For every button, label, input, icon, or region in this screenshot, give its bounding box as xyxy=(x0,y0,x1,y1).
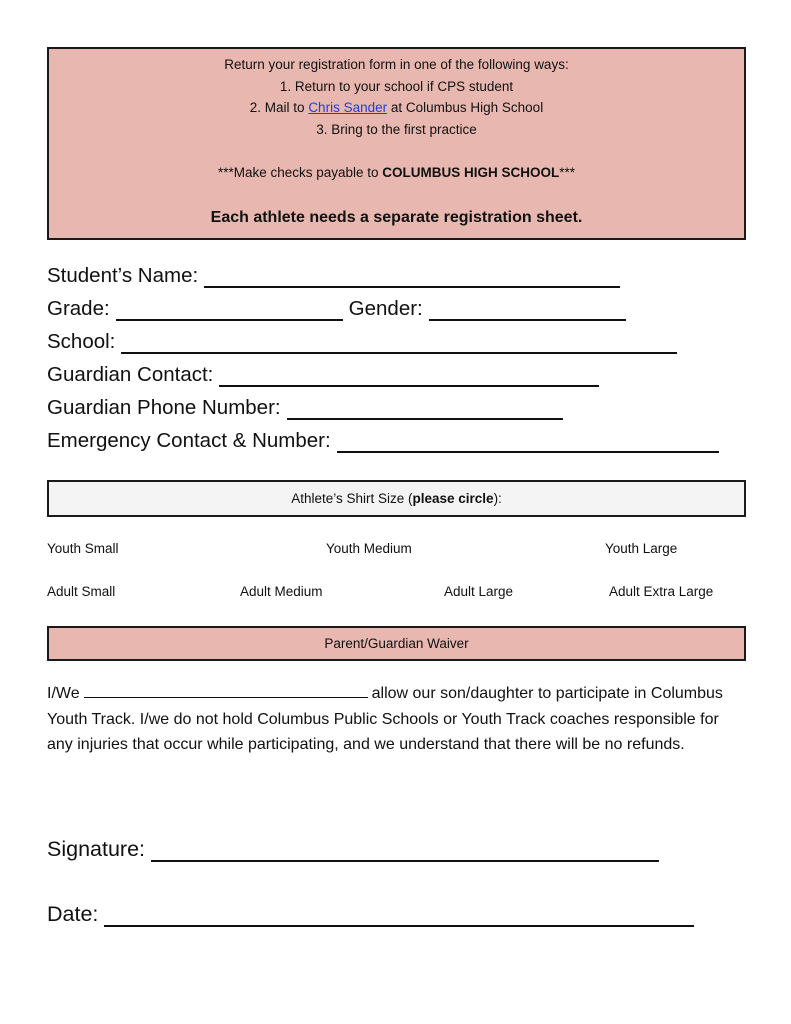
shirt-size-header xyxy=(47,480,746,517)
size-youth-large[interactable]: Youth Large xyxy=(605,541,678,556)
waiver-header-label: Parent/Guardian Waiver xyxy=(324,636,469,651)
size-adult-large[interactable]: Adult Large xyxy=(444,584,514,599)
school-line[interactable] xyxy=(121,332,677,354)
size-youth-medium[interactable]: Youth Medium xyxy=(326,541,412,556)
date-label: Date: xyxy=(47,902,99,926)
guardian-phone-line[interactable] xyxy=(287,398,563,420)
guardian-phone-label: Guardian Phone Number: xyxy=(47,396,281,419)
emergency-contact-field[interactable] xyxy=(47,429,719,453)
date-field[interactable] xyxy=(47,902,694,927)
checks-payable-note xyxy=(49,165,744,180)
grade-label: Grade: xyxy=(47,297,110,320)
grade-gender-row xyxy=(47,297,626,321)
emergency-contact-label: Emergency Contact & Number: xyxy=(47,429,331,452)
guardian-contact-line[interactable] xyxy=(219,365,599,387)
separate-sheet-note: Each athlete needs a separate registration sheet. xyxy=(210,209,583,226)
size-adult-extra-large[interactable]: Adult Extra Large xyxy=(609,584,714,599)
gender-line[interactable] xyxy=(429,299,626,321)
signature-field[interactable] xyxy=(47,837,659,862)
waiver-prefix: I/We xyxy=(47,685,80,702)
guardian-contact-label: Guardian Contact: xyxy=(47,363,214,386)
gender-label: Gender: xyxy=(348,297,423,320)
waiver-paragraph xyxy=(47,681,747,758)
emergency-contact-line[interactable] xyxy=(337,431,719,453)
checks-suffix: *** xyxy=(559,165,576,180)
checks-prefix: ***Make checks payable to xyxy=(217,165,383,180)
waiver-header xyxy=(47,626,746,661)
instructions-way-3: 3. Bring to the first practice xyxy=(316,122,477,137)
student-name-field[interactable] xyxy=(47,264,620,288)
instructions-way-2 xyxy=(49,100,744,115)
chris-sander-link[interactable]: Chris Sander xyxy=(308,100,388,115)
waiver-name-line[interactable] xyxy=(84,682,368,698)
school-field[interactable] xyxy=(47,330,677,354)
instructions-way-1: 1. Return to your school if CPS student xyxy=(279,79,514,94)
size-adult-medium[interactable]: Adult Medium xyxy=(240,584,323,599)
checks-payee: COLUMBUS HIGH SCHOOL xyxy=(382,165,560,180)
date-line[interactable] xyxy=(104,905,694,927)
size-youth-small[interactable]: Youth Small xyxy=(47,541,119,556)
waiver-body: allow our son/daughter to participate in Columbus Youth Track. I/we do not hold Columbus Public Schools or Youth Track coaches responsible for any injuries that occur while participating, and we understand that there will be no refunds. xyxy=(47,685,723,753)
instructions-intro: Return your registration form in one of the following ways: xyxy=(224,57,569,72)
student-name-line[interactable] xyxy=(204,266,620,288)
school-label: School: xyxy=(47,330,116,353)
grade-line[interactable] xyxy=(116,299,343,321)
student-name-label: Student’s Name: xyxy=(47,264,199,287)
signature-label: Signature: xyxy=(47,837,146,861)
instructions-box xyxy=(47,47,746,240)
shirt-header-prefix: Athlete’s Shirt Size ( xyxy=(291,491,413,506)
guardian-phone-field[interactable] xyxy=(47,396,563,420)
guardian-contact-field[interactable] xyxy=(47,363,599,387)
way-2-suffix: at Columbus High School xyxy=(387,100,544,115)
way-2-prefix: 2. Mail to xyxy=(249,100,309,115)
shirt-header-suffix: ): xyxy=(493,491,502,506)
size-adult-small[interactable]: Adult Small xyxy=(47,584,116,599)
shirt-header-bold: please circle xyxy=(412,491,494,506)
signature-line[interactable] xyxy=(151,840,659,862)
